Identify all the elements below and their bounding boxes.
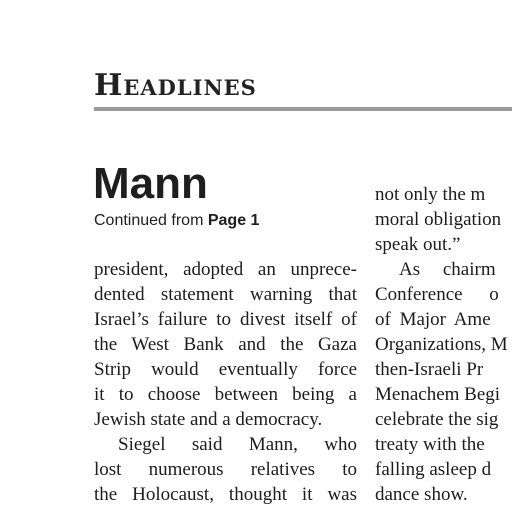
body-line: Siegel said Mann, who xyxy=(118,434,357,455)
body-line: it to choose between being a xyxy=(94,384,357,405)
body-line: Organizations, M xyxy=(375,334,508,355)
continued-prefix: Continued from xyxy=(94,212,204,229)
body-line: lost numerous relatives to xyxy=(94,459,357,480)
body-line: moral obligation xyxy=(375,209,502,230)
body-line: Jewish state and a democracy. xyxy=(94,409,323,430)
section-divider xyxy=(94,107,512,111)
body-line: of Major Ame xyxy=(375,309,491,330)
continued-from-line xyxy=(94,211,259,231)
body-line: not only the m xyxy=(375,184,486,205)
body-line: dance show. xyxy=(375,484,468,505)
article-body-left-column xyxy=(94,257,357,507)
body-line: speak out.” xyxy=(375,234,461,255)
body-line: then-Israeli Pr xyxy=(375,359,484,380)
body-line: Strip would eventually force xyxy=(94,359,357,380)
body-line: president, adopted an unprece- xyxy=(94,259,357,280)
body-line: dented statement warning that xyxy=(94,284,357,305)
article-body-right-column xyxy=(375,182,512,507)
body-line: the Holocaust, thought it was xyxy=(94,484,357,505)
body-line: Menachem Begi xyxy=(375,384,501,405)
section-header xyxy=(94,66,512,106)
body-line: falling asleep d xyxy=(375,459,492,480)
body-line: Conference o xyxy=(375,284,499,305)
article-title: Mann xyxy=(93,159,208,208)
body-line: the West Bank and the Gaza xyxy=(94,334,357,355)
body-line: celebrate the sig xyxy=(375,409,499,430)
body-line: Israel’s failure to divest itself of xyxy=(94,309,357,330)
continued-page-link[interactable]: Page 1 xyxy=(207,212,260,229)
body-line: As chairm xyxy=(399,259,496,280)
section-title: Headlines xyxy=(94,68,257,103)
body-line: treaty with the xyxy=(375,434,485,455)
